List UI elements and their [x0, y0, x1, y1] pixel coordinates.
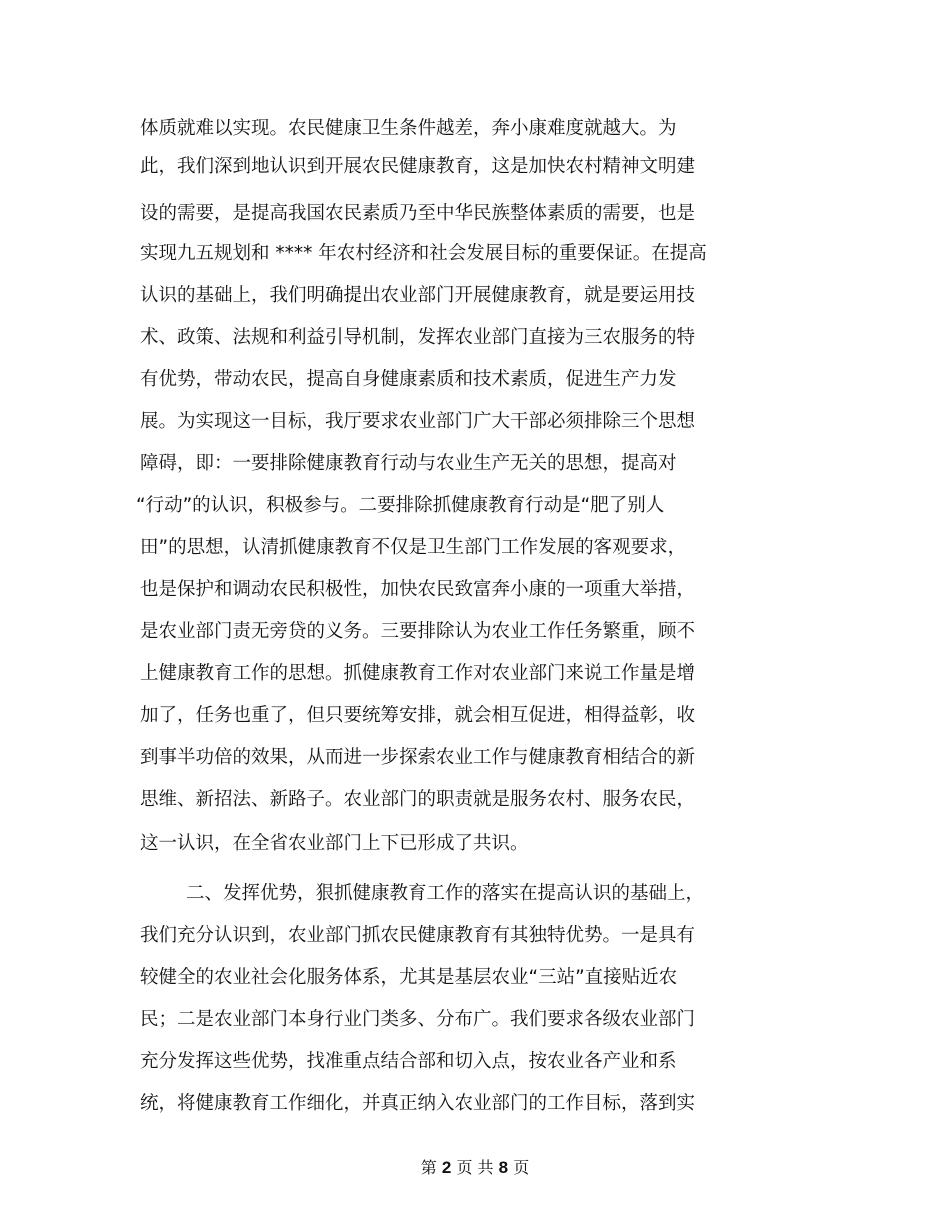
text-line: 术、政策、法规和利益引导机制，发挥农业部门直接为三农服务的特	[140, 327, 696, 348]
text-line: 我们充分认识到，农业部门抓农民健康教育有其独特优势。一是具有	[140, 925, 696, 946]
text-line: 这一认识，在全省农业部门上下已形成了共识。	[140, 833, 529, 854]
text-line: 是农业部门责无旁贷的义务。三要排除认为农业工作任务繁重，顾不	[140, 621, 696, 642]
text-line: 认识的基础上，我们明确提出农业部门开展健康教育，就是要运用技	[140, 285, 696, 306]
footer-middle: 页 共	[456, 1158, 494, 1177]
text-line: 统，将健康教育工作细化，并真正纳入农业部门的工作目标，落到实	[140, 1093, 696, 1114]
text-line: 也是保护和调动农民积极性，加快农民致富奔小康的一项重大举措，	[140, 579, 696, 600]
text-line: 民；二是农业部门本身行业门类多、分布广。我们要求各级农业部门	[140, 1009, 696, 1030]
current-page-number: 2	[441, 1158, 452, 1177]
footer-prefix: 第	[420, 1158, 437, 1177]
text-line: 较健全的农业社会化服务体系，尤其是基层农业“三站”直接贴近农	[140, 967, 678, 988]
text-line: 上健康教育工作的思想。抓健康教育工作对农业部门来说工作量是增	[140, 663, 696, 684]
text-line: 加了，任务也重了，但只要统筹安排，就会相互促进，相得益彰，收	[140, 705, 696, 726]
text-line: 障碍，即：一要排除健康教育行动与农业生产无关的思想，提高对	[140, 453, 677, 474]
total-page-count: 8	[498, 1158, 509, 1177]
footer-suffix: 页	[513, 1158, 530, 1177]
text-line: 实现九五规划和 **** 年农村经济和社会发展目标的重要保证。在提高	[140, 243, 707, 264]
text-line: 有优势，带动农民，提高自身健康素质和技术素质，促进生产力发	[140, 369, 677, 390]
text-line: 此，我们深到地认识到开展农民健康教育，这是加快农村精神文明建	[140, 156, 696, 177]
text-line: 充分发挥这些优势，找准重点结合部和切入点，按农业各产业和系	[140, 1051, 677, 1072]
text-line: “行动”的认识，积极参与。二要排除抓健康教育行动是“肥了别人	[136, 495, 665, 516]
page-footer	[0, 1155, 950, 1178]
text-line: 思维、新招法、新路子。农业部门的职责就是服务农村、服务农民，	[140, 789, 696, 810]
text-line: 展。为实现这一目标，我厅要求农业部门广大干部必须排除三个思想	[140, 411, 696, 432]
text-line: 田”的思想，认清抓健康教育不仅是卫生部门工作发展的客观要求，	[140, 537, 687, 558]
text-line: 体质就难以实现。农民健康卫生条件越差，奔小康难度就越大。为	[140, 118, 677, 139]
text-line: 到事半功倍的效果，从而进一步探索农业工作与健康教育相结合的新	[140, 747, 696, 768]
paragraph-first-line: 二、发挥优势，狠抓健康教育工作的落实在提高认识的基础上，	[186, 883, 705, 904]
text-line: 设的需要，是提高我国农民素质乃至中华民族整体素质的需要，也是	[140, 203, 696, 224]
